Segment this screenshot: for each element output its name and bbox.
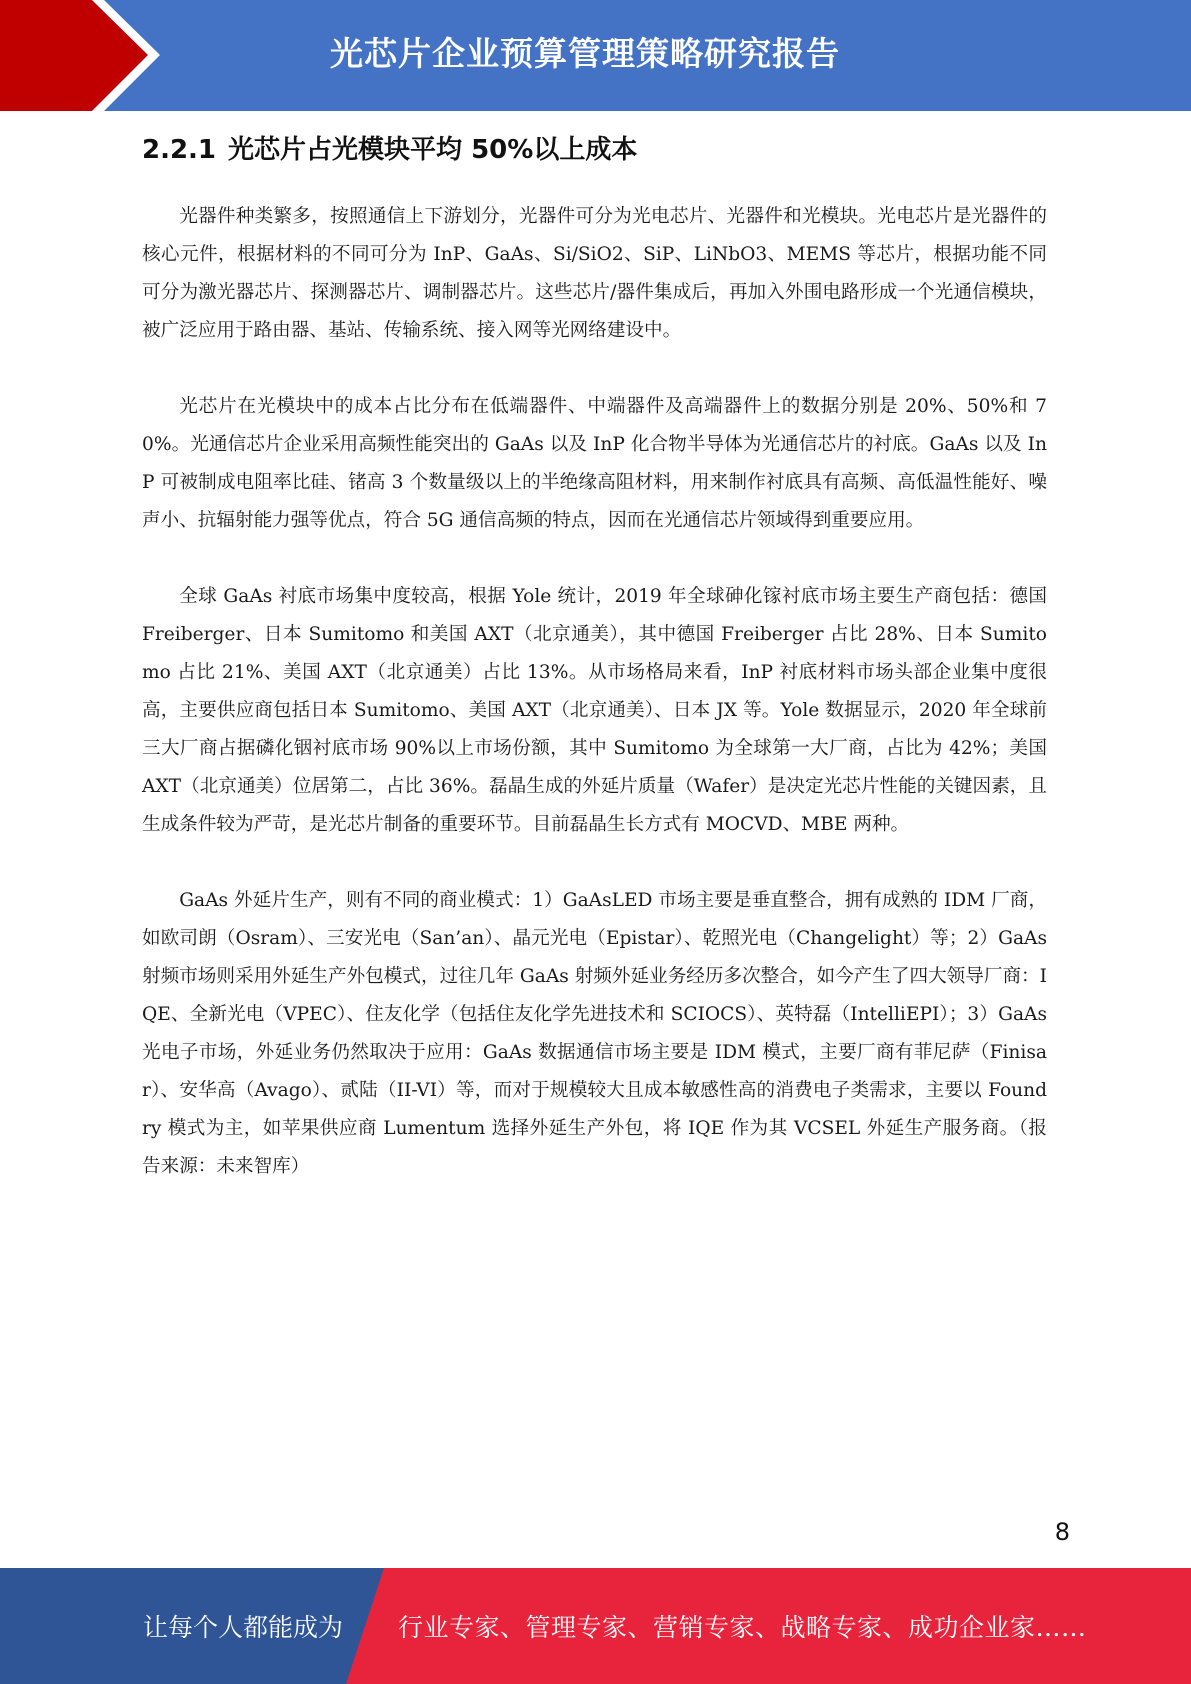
main-content (142, 128, 1047, 1224)
paragraph-2: 光芯片在光模块中的成本占比分布在低端器件、中端器件及高端器件上的数据分别是 20%、50%和 70%。光通信芯片企业采用高频性能突出的 GaAs 以及 InP 化合物半导体为光通信芯片的衬底。GaAs 以及 InP 可被制成电阻率比硅、锗高 3 个数量级以上的半绝缘高阻材料，用来制作衬底具有高频、高低温性能好、噪声小、抗辐射能力强等优点，符合 5G 通信高频的特点，因而在光通信芯片领域得到重要应用。 (142, 396, 1047, 531)
footer-slogan-right: 行业专家、管理专家、营销专家、战略专家、成功企业家…… (398, 1613, 1087, 1642)
paragraph-1: 光器件种类繁多，按照通信上下游划分，光器件可分为光电芯片、光器件和光模块。光电芯片是光器件的核心元件，根据材料的不同可分为 InP、GaAs、Si/SiO2、SiP、LiNbO3、MEMS 等芯片，根据功能不同可分为激光器芯片、探测器芯片、调制器芯片。这些芯片/器件集成后，再加入外围电路形成一个光通信模块，被广泛应用于路由器、基站、传输系统、接入网等光网络建设中。 (142, 206, 1047, 341)
paragraph-4: GaAs 外延片生产，则有不同的商业模式：1）GaAsLED 市场主要是垂直整合，拥有成熟的 IDM 厂商，如欧司朗（Osram）、三安光电（San’an）、晶元光电（Epistar）、乾照光电（Changelight）等；2）GaAs 射频市场则采用外延生产外包模式，过往几年 GaAs 射频外延业务经历多次整合，如今产生了四大领导厂商：IQE、全新光电（VPEC）、住友化学（包括住友化学先进技术和 SCIOCS）、英特磊（IntelliEPI）；3）GaAs 光电子市场，外延业务仍然取决于应用：GaAs 数据通信市场主要是 IDM 模式，主要厂商有菲尼萨（Finisar）、安华高（Avago）、贰陆（II-VI）等，而对于规模较大且成本敏感性高的消费电子类需求，主要以 Foundry 模式为主，如苹果供应商 Lumentum 选择外延生产外包，将 IQE 作为其 VCSEL 外延生产服务商。（报告来源：未来智库） (142, 890, 1047, 1177)
footer-slogan-left: 让每个人都能成为 (143, 1613, 344, 1642)
paragraph-3: 全球 GaAs 衬底市场集中度较高，根据 Yole 统计，2019 年全球砷化镓衬底市场主要生产商包括：德国 Freiberger、日本 Sumitomo 和美国 AXT（北京通美），其中德国 Freiberger 占比 28%、日本 Sumitomo 占比 21%、美国 AXT（北京通美）占比 13%。从市场格局来看，InP 衬底材料市场头部企业集中度很高，主要供应商包括日本 Sumitomo、美国 AXT（北京通美）、日本 JX 等。Yole 数据显示，2020 年全球前三大厂商占据磷化铟衬底市场 90%以上市场份额，其中 Sumitomo 为全球第一大厂商，占比为 42%；美国 AXT（北京通美）位居第二，占比 36%。磊晶生成的外延片质量（Wafer）是决定光芯片性能的关键因素，且生成条件较为严苛，是光芯片制备的重要环节。目前磊晶生长方式有 MOCVD、MBE 两种。 (142, 586, 1047, 835)
section-heading (142, 128, 1047, 172)
section-number: 2.2.1 (142, 135, 217, 165)
page-header (0, 0, 1191, 111)
page-number: 8 (1054, 1518, 1070, 1546)
page-footer (0, 1568, 1191, 1684)
section-title: 光芯片占光模块平均 50%以上成本 (228, 135, 638, 165)
report-title: 光芯片企业预算管理策略研究报告 (330, 34, 840, 73)
